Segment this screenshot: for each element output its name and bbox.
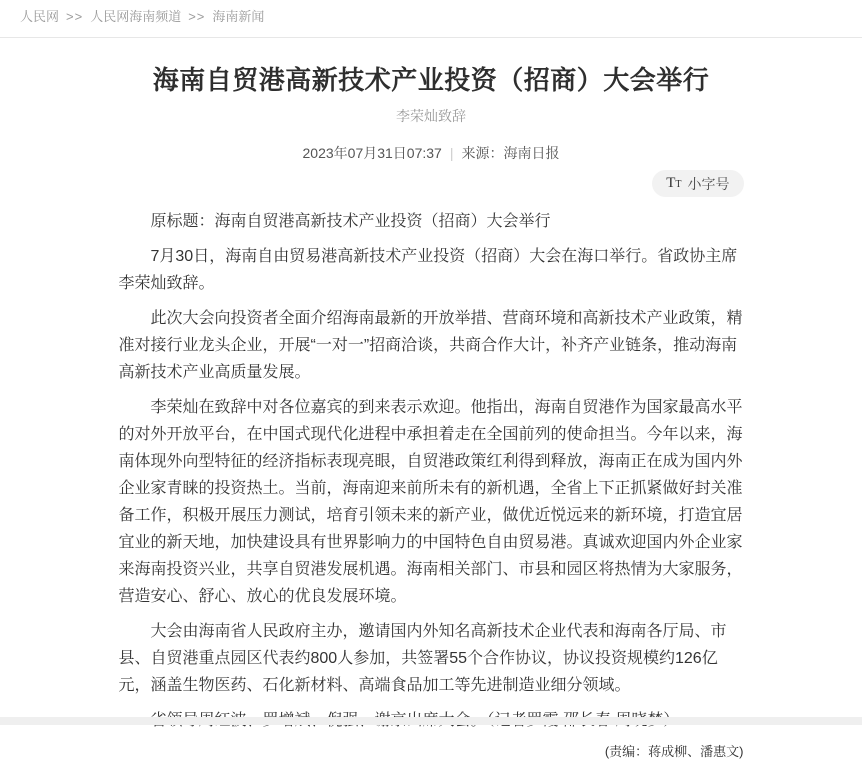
article-meta	[0, 143, 862, 163]
article-toolbar	[119, 170, 744, 197]
meta-separator: |	[449, 145, 454, 161]
article-paragraph: 李荣灿在致辞中对各位嘉宾的到来表示欢迎。他指出，海南自贸港作为国家最高水平的对外开放平台，在中国式现代化进程中承担着走在全国前列的使命担当。今年以来，海南体现外向型特征的经济指标表现亮眼，自贸港政策红利得到释放，海南正在成为国内外企业家青睐的投资热土。当前，海南迎来前所未有的新机遇，全省上下正抓紧做好封关准备工作，积极开展压力测试，培育引领未来的新产业，做优近悦远来的新环境，打造宜居宜业的新天地，加快建设具有世界影响力的中国特色自由贸易港。真诚欢迎国内外企业家来海南投资兴业，共享自贸港发展机遇。海南相关部门、市县和园区将热情为大家服务，营造安心、舒心、放心的优良发展环境。	[118, 399, 743, 605]
font-size-button[interactable]	[652, 170, 743, 197]
article-header	[0, 63, 862, 197]
breadcrumb-link-hainan-news[interactable]: 海南新闻	[212, 9, 265, 24]
editor-credit: (责编：蒋成柳、潘惠文)	[604, 744, 744, 759]
font-size-button-label: 小字号	[687, 175, 730, 192]
source-link[interactable]: 海南日报	[503, 145, 560, 161]
breadcrumb-link-peoples-net[interactable]: 人民网	[20, 9, 60, 24]
article-paragraph: 此次大会向投资者全面介绍海南最新的开放举措、营商环境和高新技术产业政策，精准对接行业龙头企业，开展“一对一”招商洽谈，共商合作大计，补齐产业链条，推动海南高新技术产业高质量发展。	[118, 310, 743, 381]
header-divider	[0, 37, 862, 38]
bottom-strip	[0, 717, 862, 725]
original-title: 原标题：海南自贸港高新技术产业投资（招商）大会举行	[150, 213, 551, 230]
source-label: 来源：	[461, 145, 504, 161]
page-title: 海南自贸港高新技术产业投资（招商）大会举行	[152, 65, 710, 95]
article-paragraph: 大会由海南省人民政府主办，邀请国内外知名高新技术企业代表和海南各厅局、市县、自贸港重点园区代表约800人参加，共签署55个合作协议，协议投资规模约126亿元，涵盖生物医药、石化新材料、高端食品加工等先进制造业细分领域。	[118, 623, 727, 694]
breadcrumb-separator: >>	[66, 9, 84, 24]
breadcrumb	[0, 0, 862, 37]
publish-date: 2023年07月31日07:37	[302, 145, 442, 161]
article-body	[119, 208, 744, 760]
font-size-icon: TT	[666, 175, 682, 191]
breadcrumb-separator: >>	[188, 9, 206, 24]
breadcrumb-link-hainan-channel[interactable]: 人民网海南频道	[90, 9, 182, 24]
article-paragraph: 7月30日，海南自由贸易港高新技术产业投资（招商）大会在海口举行。省政协主席李荣灿致辞。	[118, 248, 738, 292]
article-subtitle: 李荣灿致辞	[396, 108, 466, 124]
